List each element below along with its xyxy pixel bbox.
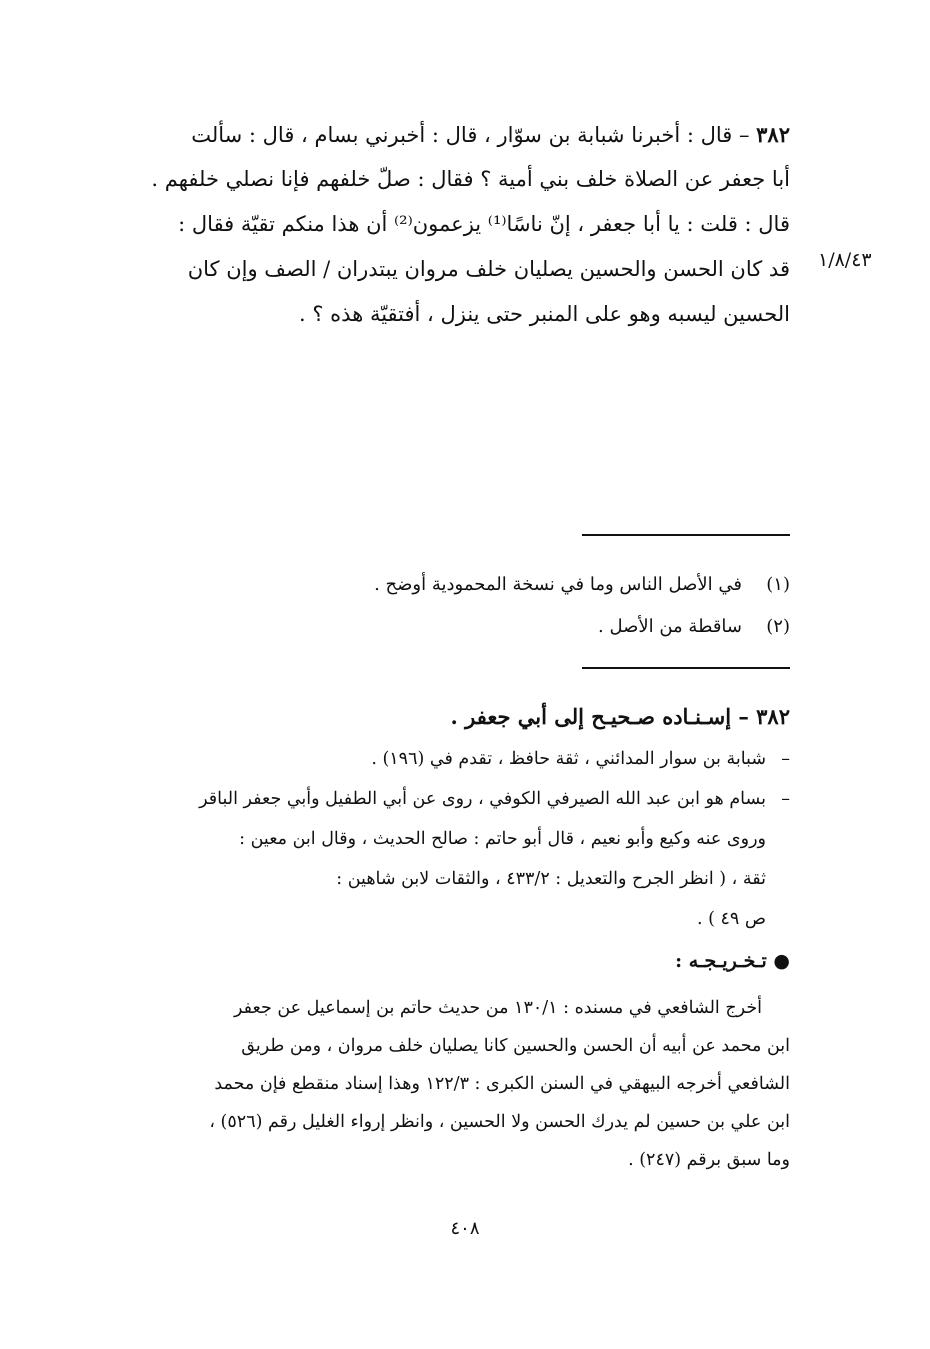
commentary-heading: ٣٨٢ – إسـنـاده صـحيـح إلى أبي جعفر . [450,704,790,729]
footnote-divider [582,534,790,536]
hadith-line-5: الحسين ليسبه وهو على المنبر حتى ينزل ، أفتقيّة هذه ؟ . [299,302,790,326]
takhrij-heading: ● تـخـريـجـه : [675,950,790,972]
commentary-divider [582,667,790,669]
takhrij-text [118,989,790,1179]
footnotes [300,564,790,648]
narrator-note-2-cont: وروى عنه وكيع وأبو نعيم ، قال أبو حاتم : صالح الحديث ، وقال ابن معين : [239,829,766,849]
page-number: ٤٠٨ [450,1218,480,1239]
narrator-notes [118,739,790,939]
takhrij-line: ابن علي بن حسين لم يدرك الحسن ولا الحسين ، وانظر إرواء الغليل رقم (٥٢٦) ، [209,1112,790,1132]
narrator-note-1: –شبابة بن سوار المدائني ، ثقة حافظ ، تقدم في (١٩٦) . [371,749,790,769]
margin-reference: ١/٨/٤٣ [818,249,872,271]
narrator-note-2: –بسام هو ابن عبد الله الصيرفي الكوفي ، روى عن أبي الطفيل وأبي جعفر الباقر [199,789,790,809]
takhrij-line: الشافعي أخرجه البيهقي في السنن الكبرى : ١٢٢/٣ وهذا إسناد منقطع فإن محمد [214,1074,790,1094]
takhrij-line: أخرج الشافعي في مسنده : ١٣٠/١ من حديث حاتم بن إسماعيل عن جعفر [234,998,762,1018]
takhrij-line: ابن محمد عن أبيه أن الحسن والحسين كانا يصليان خلف مروان ، ومن طريق [241,1036,790,1056]
footnote-1: (١)في الأصل الناس وما في نسخة المحمودية أوضح . [374,574,790,595]
commentary-section [118,695,790,1179]
hadith-line-3: قال : قلت : يا أبا جعفر ، إنّ ناسًا⁽¹⁾ يزعمون⁽²⁾ أن هذا منكم تقيّة فقال : [178,212,790,236]
bullet-dot-icon: ● [773,950,790,972]
narrator-note-2-cont: ص ٤٩ ) . [696,909,766,929]
hadith-line-1: ٣٨٢ – قال : أخبرنا شبابة بن سوّار ، قال : أخبرني بسام ، قال : سألت [191,122,790,147]
hadith-line-2: أبا جعفر عن الصلاة خلف بني أمية ؟ فقال : صلّ خلفهم فإنا نصلي خلفهم . [151,167,790,191]
takhrij-line: وما سبق برقم (٢٤٧) . [628,1150,790,1170]
hadith-line-4: قد كان الحسن والحسين يصليان خلف مروان يبتدران / الصف وإن كان [187,257,790,281]
hadith-text [118,112,790,337]
hadith-number: ٣٨٢ [756,122,790,147]
footnote-2: (٢)ساقطة من الأصل . [598,616,790,637]
narrator-note-2-cont: ثقة ، ( انظر الجرح والتعديل : ٤٣٣/٢ ، والثقات لابن شاهين : [336,869,766,889]
